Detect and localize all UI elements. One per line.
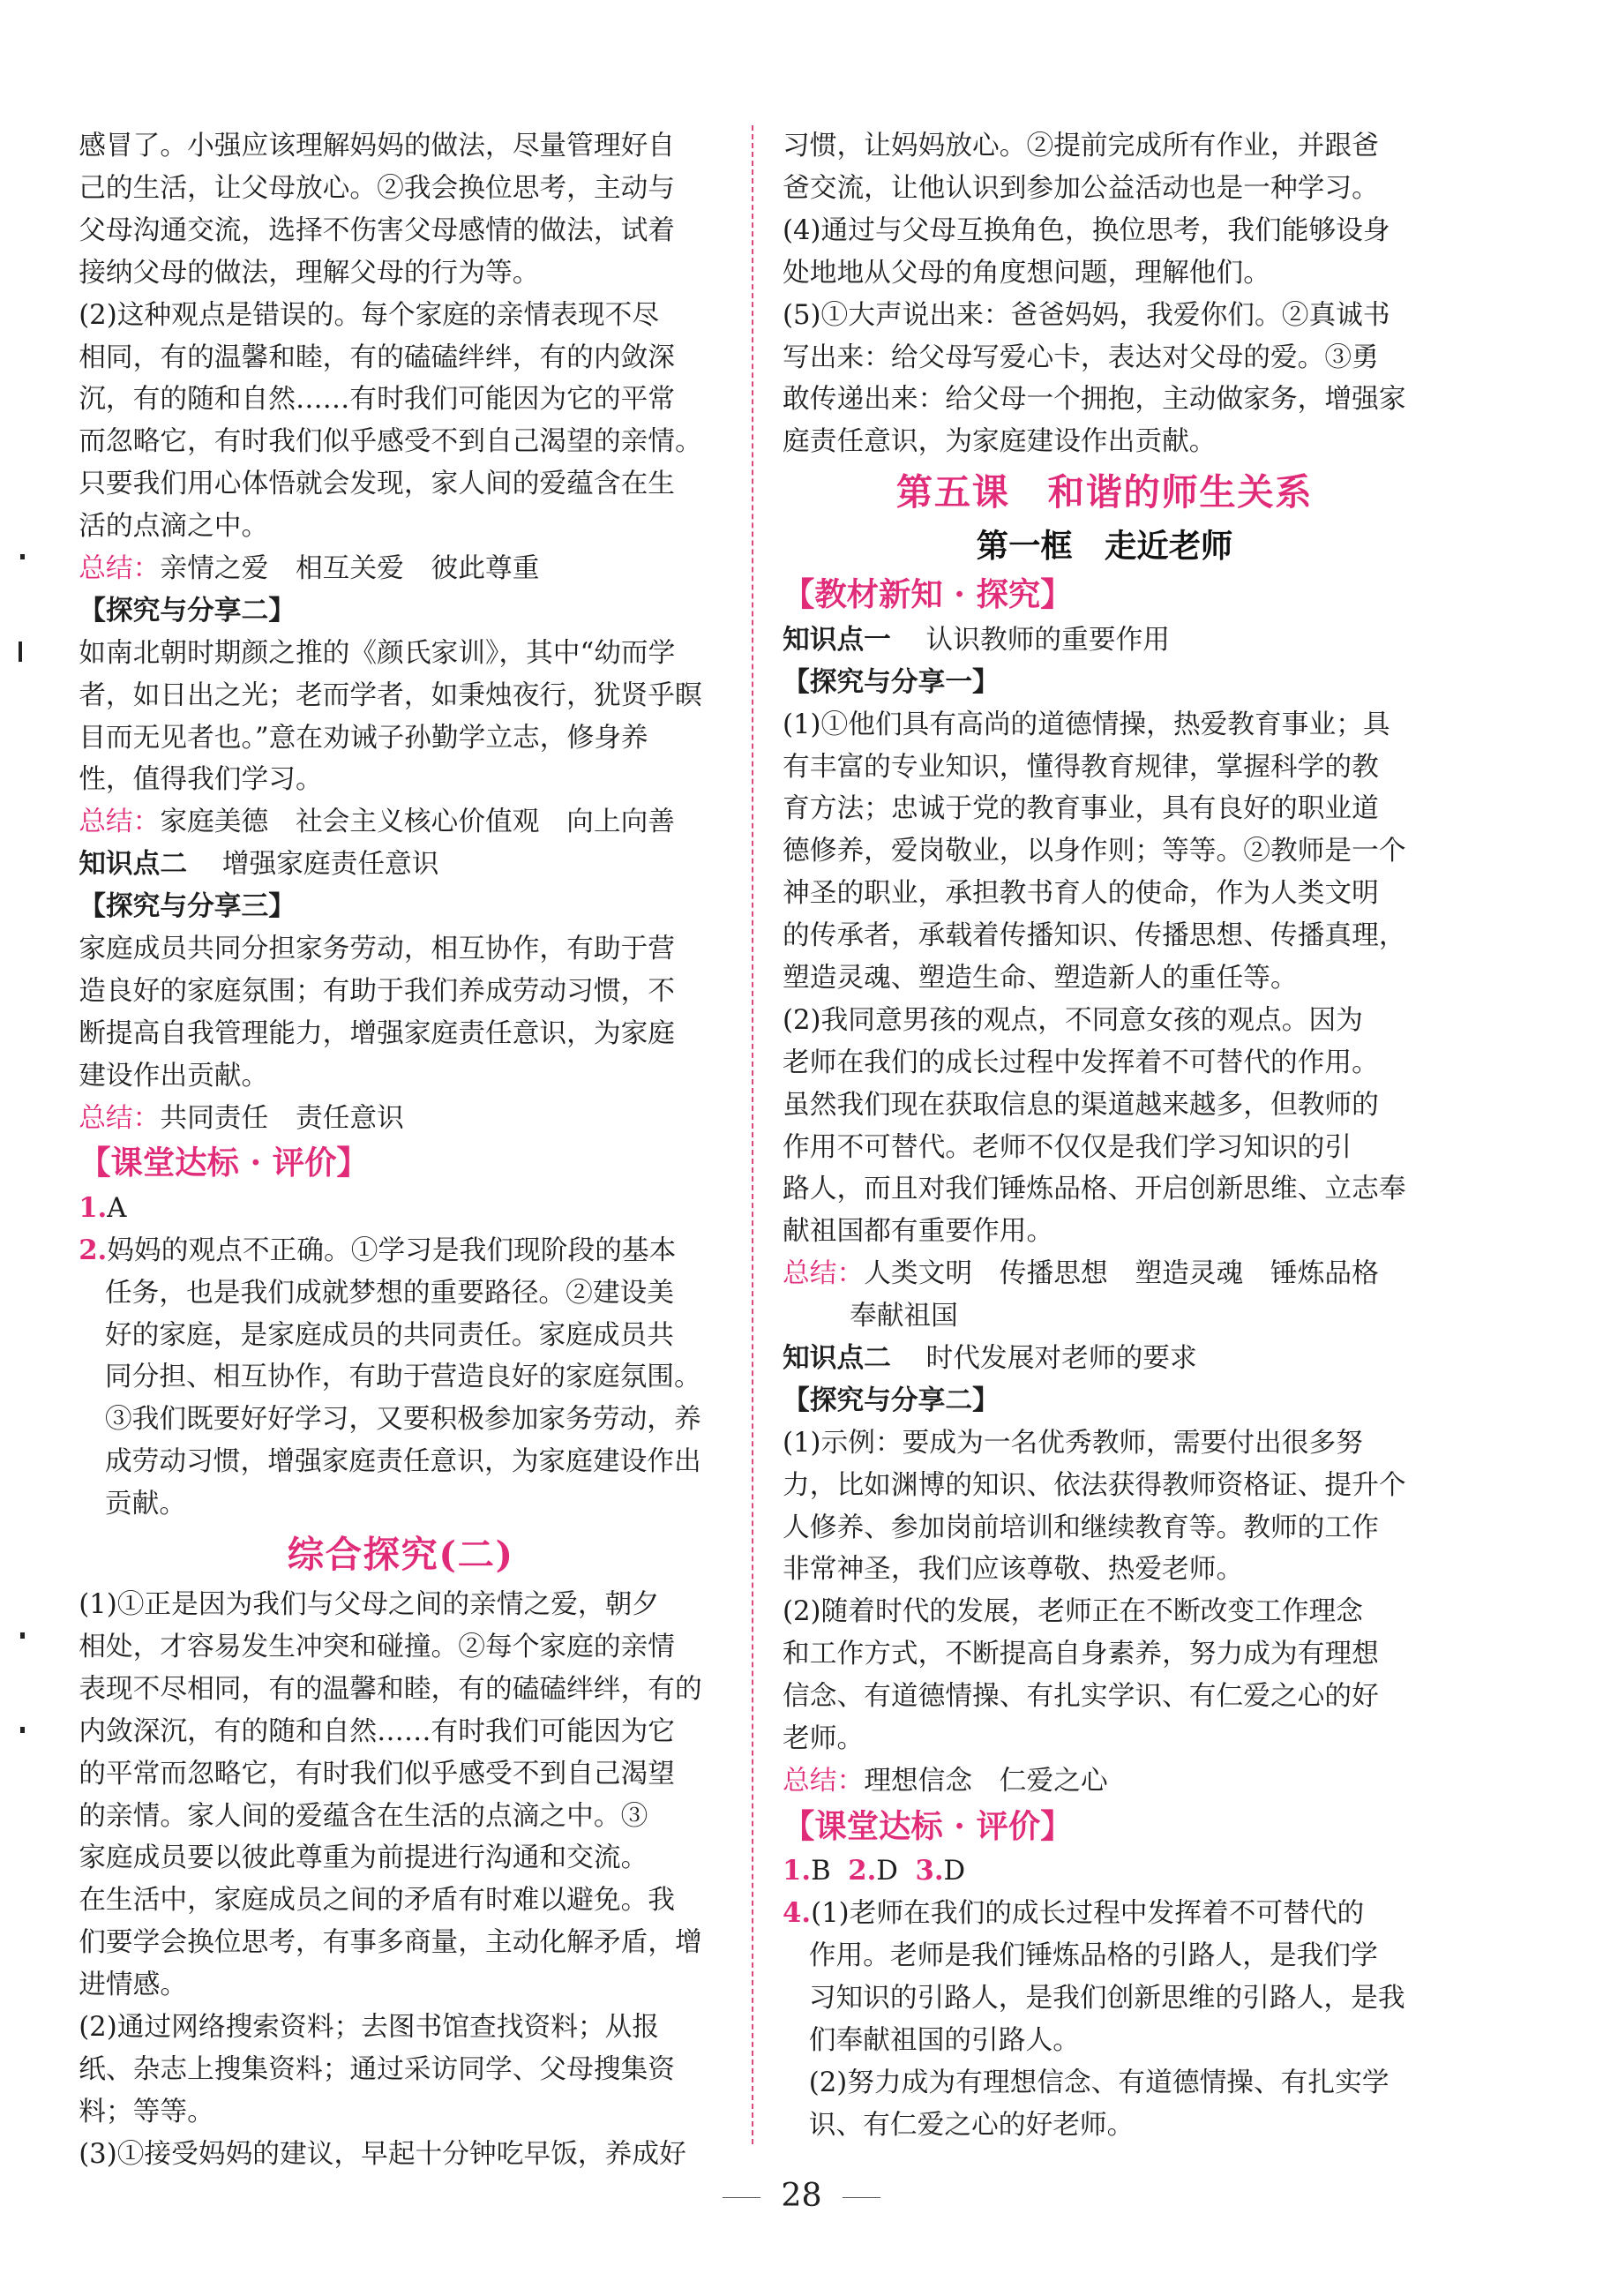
answer-number: 4. (783, 1897, 812, 1930)
answer-line (783, 1893, 1427, 1935)
answer-text: D (943, 1855, 966, 1887)
text-line: 沉，有的随和自然……有时我们可能因为它的平常 (79, 383, 676, 416)
text-line: (2)努力成为有理想信念、有道德情操、有扎实学 (808, 2066, 1390, 2098)
knowledge-point-heading (79, 844, 723, 886)
summary-text: 共同责任 责任意识 (160, 1101, 404, 1134)
text-line: 同分担、相互协作，有助于营造良好的家庭氛围。 (104, 1361, 701, 1393)
summary-line (783, 1760, 1427, 1803)
text-line: (2)随着时代的发展，老师正在不断改变工作理念 (783, 1595, 1363, 1628)
text-line: 敢传递出来：给父母一个拥抱，主动做家务，增强家 (783, 383, 1406, 416)
answer-number: 1. (79, 1191, 108, 1224)
text-line: 德修养，爱岗敬业，以身作则；等等。②教师是一个 (783, 835, 1406, 867)
text-line: 活的点滴之中。 (79, 510, 269, 543)
text-line: 己的生活，让父母放心。②我会换位思考，主动与 (79, 171, 676, 204)
text-line: 献祖国都有重要作用。 (783, 1215, 1054, 1248)
text-line: (5)①大声说出来：爸爸妈妈，我爱你们。②真诚书 (783, 298, 1390, 331)
text-line: 处地地从父母的角度想问题，理解他们。 (783, 256, 1270, 289)
text-line: 作用。老师是我们锤炼品格的引路人，是我们学 (808, 1940, 1378, 1972)
text-line: 的亲情。家人间的爱蕴含在生活的点滴之中。③ (79, 1799, 648, 1832)
text-line: 内敛深沉，有的随和自然……有时我们可能因为它 (79, 1714, 676, 1747)
text-line: 力，比如渊博的知识、依法获得教师资格证、提升个 (783, 1468, 1406, 1501)
text-line: 习知识的引路人，是我们创新思维的引路人，是我 (808, 1982, 1405, 2014)
text-line: 父母沟通交流，选择不伤害父母感情的做法，试着 (79, 214, 676, 246)
text-line: 育方法；忠诚于党的教育事业，具有良好的职业道 (783, 792, 1379, 825)
section-heading: 【课堂达标 · 评价】 (783, 1806, 1073, 1845)
right-column (783, 125, 1427, 2147)
summary-line (79, 548, 723, 590)
text-line: 表现不尽相同，有的温馨和睦，有的磕磕绊绊，有的 (79, 1672, 702, 1705)
answer-number: 1. (783, 1855, 812, 1887)
share-heading: 【探究与分享三】 (79, 890, 296, 923)
summary-continuation: 奉献祖国 (849, 1300, 958, 1332)
summary-line (79, 801, 723, 844)
knowledge-point-title: 认识教师的重要作用 (925, 623, 1171, 656)
answer-text: D (876, 1855, 898, 1887)
text-line: 目而无见者也。”意在劝诫子孙勤学立志，修身养 (79, 721, 648, 754)
summary-line (79, 1098, 723, 1140)
text-line: 在生活中，家庭成员之间的矛盾有时难以避免。我 (79, 1884, 676, 1917)
scan-mark (20, 1727, 25, 1733)
text-line: 相处，才容易发生冲突和碰撞。②每个家庭的亲情 (79, 1631, 676, 1662)
text-line: 料；等等。 (79, 2095, 214, 2127)
text-line: 好的家庭，是家庭成员的共同责任。家庭成员共 (104, 1318, 675, 1351)
text-line: 只要我们用心体悟就会发现，家人间的爱蕴含在生 (79, 468, 676, 500)
knowledge-point-name: 知识点一 (783, 623, 891, 656)
answer-number: 2. (79, 1234, 108, 1266)
text-line: (2)这种观点是错误的。每个家庭的亲情表现不尽 (79, 298, 660, 331)
answer-text: B (811, 1855, 831, 1887)
answer-number: 3. (915, 1855, 944, 1887)
knowledge-point-title: 时代发展对老师的要求 (925, 1342, 1197, 1375)
text-line: (2)通过网络搜索资料；去图书馆查找资料；从报 (79, 2011, 660, 2044)
text-line: 非常神圣，我们应该尊敬、热爱老师。 (783, 1553, 1244, 1586)
text-line: 贡献。 (104, 1488, 187, 1520)
knowledge-point-heading (783, 619, 1427, 662)
left-column (79, 125, 723, 2176)
text-line: (1)示例：要成为一名优秀教师，需要付出很多努 (783, 1426, 1363, 1459)
text-line: 断提高自我管理能力，增强家庭责任意识，为家庭 (79, 1017, 676, 1049)
summary-text: 理想信念 仁爱之心 (864, 1764, 1108, 1797)
knowledge-point-heading (783, 1338, 1427, 1380)
knowledge-point-name: 知识点二 (783, 1342, 891, 1375)
text-line: 家庭成员共同分担家务劳动，相互协作，有助于营 (79, 932, 676, 964)
text-line: 们要学会换位思考，有事多商量，主动化解矛盾，增 (79, 1926, 702, 1959)
text-line: 任务，也是我们成就梦想的重要路径。②建设美 (104, 1276, 675, 1309)
text-line: 家庭成员要以彼此尊重为前提进行沟通和交流。 (79, 1842, 648, 1874)
summary-label: 总结： (783, 1764, 865, 1797)
frame-title: 第一框 走近老师 (976, 527, 1233, 566)
summary-text: 家庭美德 社会主义核心价值观 向上向善 (160, 806, 676, 838)
text-line: 性，值得我们学习。 (79, 763, 323, 796)
text-line: 纸、杂志上搜集资料；通过采访同学、父母搜集资 (79, 2052, 676, 2085)
text-line: 接纳父母的做法，理解父母的行为等。 (79, 256, 540, 289)
section-heading: 【教材新知 · 探究】 (783, 575, 1073, 614)
comprehensive-title: 综合探究(二) (287, 1533, 514, 1577)
text-line: (4)通过与父母互换角色，换位思考，我们能够设身 (783, 214, 1390, 246)
text-line: 虽然我们现在获取信息的渠道越来越多，但教师的 (783, 1088, 1379, 1121)
text-line: ③我们既要好好学习，又要积极参加家务劳动，养 (104, 1403, 701, 1436)
page-number (0, 2176, 1603, 2214)
text-line: 老师。 (783, 1722, 865, 1755)
text-line: 的平常而忽略它，有时我们似乎感受不到自己渴望 (79, 1757, 676, 1790)
section-heading: 【课堂达标 · 评价】 (79, 1144, 369, 1182)
text-line: (1)①正是因为我们与父母之间的亲情之爱，朝夕 (79, 1588, 660, 1621)
text-line: 神圣的职业，承担教书育人的使命，作为人类文明 (783, 877, 1379, 910)
text-line: (2)我同意男孩的观点，不同意女孩的观点。因为 (783, 1003, 1363, 1036)
text-line: 路人，而且对我们锤炼品格、开启创新思维、立志奉 (783, 1173, 1406, 1205)
answer-text: (1)老师在我们的成长过程中发挥着不可替代的 (811, 1897, 1365, 1930)
knowledge-point-name: 知识点二 (79, 848, 188, 881)
share-heading: 【探究与分享二】 (79, 594, 296, 627)
text-line: 人修养、参加岗前培训和继续教育等。教师的工作 (783, 1511, 1379, 1543)
scan-mark (20, 554, 25, 560)
text-line: 作用不可替代。老师不仅仅是我们学习知识的引 (783, 1130, 1352, 1163)
text-line: 习惯，让妈妈放心。②提前完成所有作业，并跟爸 (783, 130, 1379, 162)
text-line: 庭责任意识，为家庭建设作出贡献。 (783, 425, 1217, 458)
share-heading: 【探究与分享二】 (783, 1384, 1000, 1416)
answer-line (783, 1850, 1427, 1893)
text-line: 老师在我们的成长过程中发挥着不可替代的作用。 (783, 1046, 1379, 1078)
text-line: 塑造灵魂、塑造生命、塑造新人的重任等。 (783, 962, 1298, 994)
scan-mark (19, 642, 21, 662)
summary-label: 总结： (79, 1101, 161, 1134)
answer-line (79, 1230, 723, 1272)
text-line: 的传承者，承载着传播知识、传播思想、传播真理， (783, 919, 1406, 952)
column-divider (752, 125, 753, 2144)
summary-label: 总结： (79, 806, 161, 838)
summary-text: 人类文明 传播思想 塑造灵魂 锤炼品格 (864, 1257, 1379, 1290)
text-line: 识、有仁爱之心的好老师。 (808, 2108, 1135, 2141)
text-line: 信念、有道德情操、有扎实学识、有仁爱之心的好 (783, 1680, 1379, 1713)
answer-line (79, 1188, 723, 1230)
text-line: 相同，有的温馨和睦，有的磕磕绊绊，有的内敛深 (79, 341, 676, 373)
summary-line (783, 1253, 1427, 1295)
summary-label: 总结： (79, 551, 161, 584)
lesson-title: 第五课 和谐的师生关系 (895, 470, 1314, 514)
text-line: 爸交流，让他认识到参加公益活动也是一种学习。 (783, 171, 1379, 204)
text-line: 写出来：给父母写爱心卡，表达对父母的爱。③勇 (783, 341, 1379, 373)
answer-number: 2. (848, 1855, 877, 1887)
intro-block (79, 125, 723, 548)
text-line: 如南北朝时期颜之推的《颜氏家训》，其中“幼而学 (79, 636, 676, 669)
text-line: (1)①他们具有高尚的道德情操，热爱教育事业；具 (783, 708, 1390, 740)
text-line: 有丰富的专业知识，懂得教育规律，掌握科学的教 (783, 750, 1379, 783)
answer-text: A (107, 1191, 127, 1224)
text-line: 们奉献祖国的引路人。 (808, 2023, 1080, 2056)
summary-text: 亲情之爱 相互关爱 彼此尊重 (160, 551, 540, 584)
share-heading: 【探究与分享一】 (783, 665, 1000, 698)
text-line: 和工作方式，不断提高自身素养，努力成为有理想 (783, 1638, 1379, 1670)
answer-text: 妈妈的观点不正确。①学习是我们现阶段的基本 (107, 1234, 677, 1266)
text-line: 者，如日出之光；老而学者，如秉烛夜行，犹贤乎瞑 (79, 679, 702, 711)
page-number-text: 28 (781, 2176, 822, 2215)
text-line: 成劳动习惯，增强家庭责任意识，为家庭建设作出 (104, 1445, 701, 1478)
text-line: 造良好的家庭氛围；有助于我们养成劳动习惯，不 (79, 974, 676, 1007)
text-line: 而忽略它，有时我们似乎感受不到自己渴望的亲情。 (79, 425, 702, 458)
text-line: 建设作出贡献。 (79, 1059, 269, 1092)
knowledge-point-title: 增强家庭责任意识 (221, 848, 439, 881)
scan-mark (20, 1632, 25, 1639)
summary-label: 总结： (783, 1257, 865, 1290)
text-line: 感冒了。小强应该理解妈妈的做法，尽量管理好自 (79, 130, 676, 162)
text-line: (3)①接受妈妈的建议，早起十分钟吃早饭，养成好 (79, 2137, 686, 2170)
text-line: 进情感。 (79, 1969, 188, 2001)
